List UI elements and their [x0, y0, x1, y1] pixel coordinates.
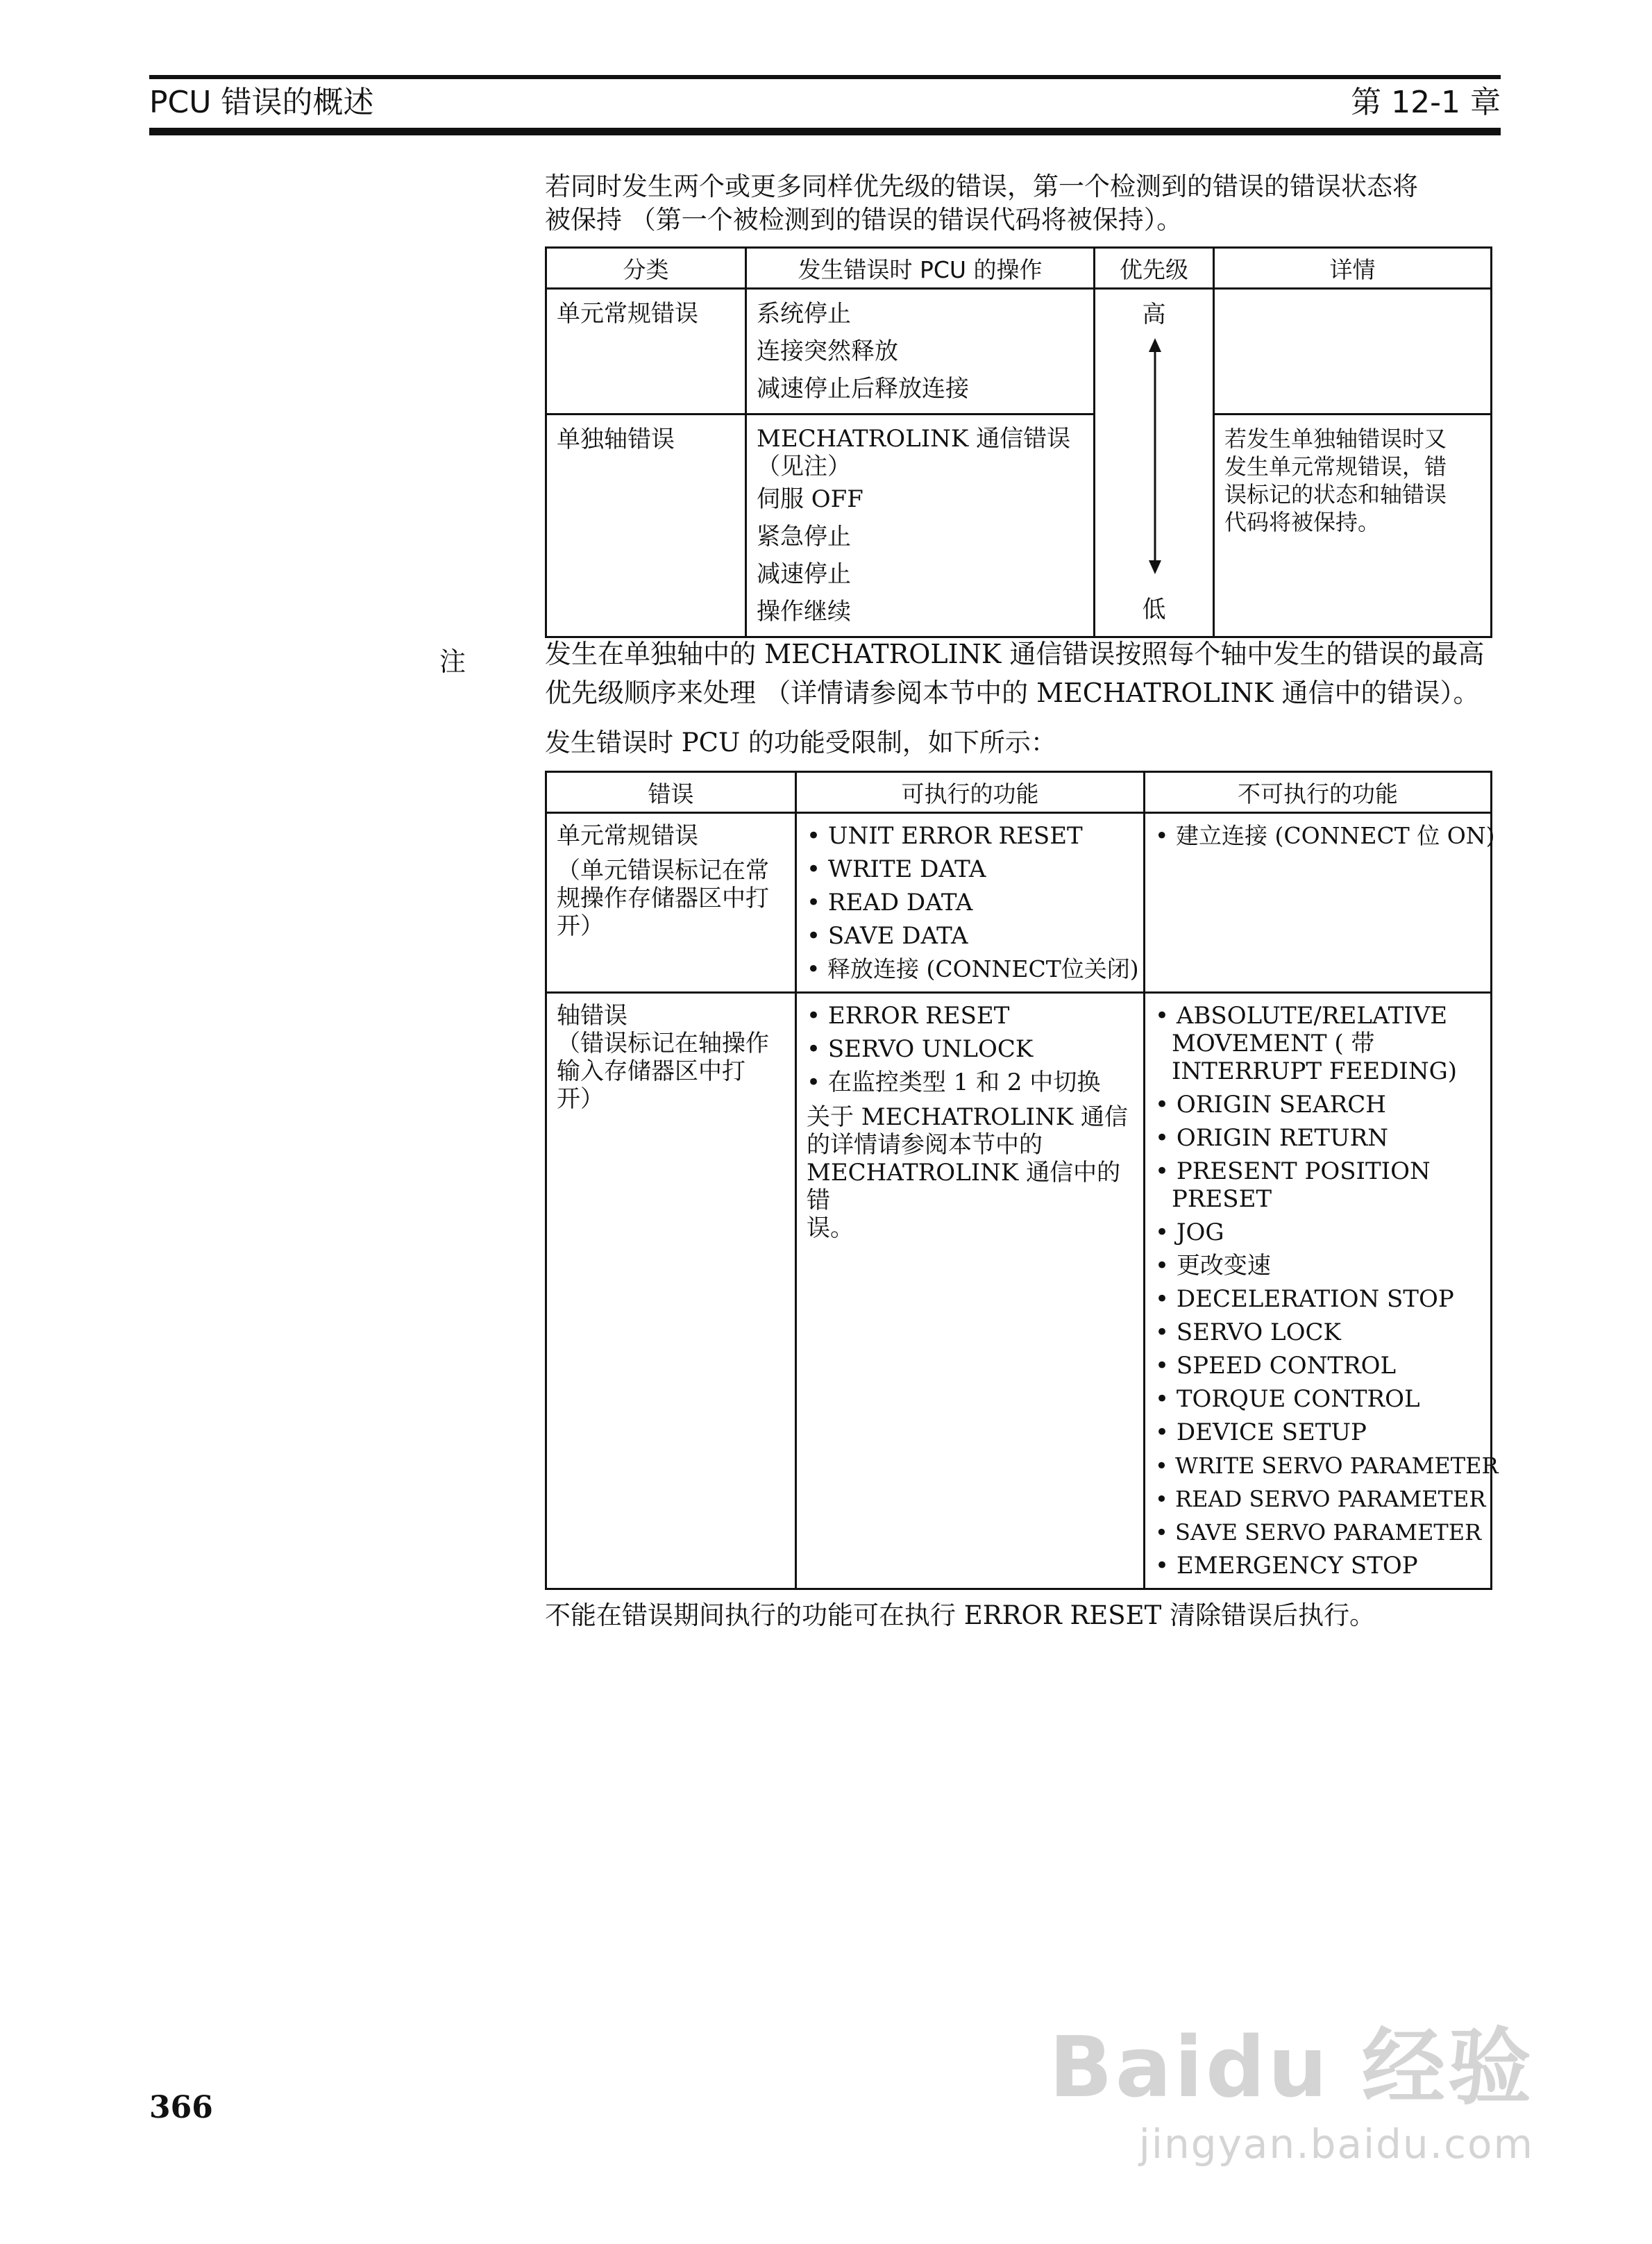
function-item: • ERROR RESET: [807, 1002, 1010, 1030]
function-item: • SPEED CONTROL: [1155, 1352, 1397, 1380]
table-row: [546, 993, 1492, 1589]
function-item: • UNIT ERROR RESET: [807, 822, 1083, 850]
function-item: • ORIGIN RETURN: [1155, 1124, 1389, 1152]
col-header: 详情: [1214, 248, 1492, 289]
function-item: • PRESENT POSITION PRESET: [1155, 1157, 1431, 1213]
col-header: 分类: [546, 248, 746, 289]
function-item: • WRITE SERVO PARAMETER: [1155, 1452, 1499, 1479]
section-title: PCU 错误的概述: [149, 85, 374, 120]
priority-low: 低: [1142, 596, 1166, 623]
col-header: 优先级: [1095, 248, 1214, 289]
error-desc: 规操作存储器区中打: [557, 885, 769, 912]
table-row: [546, 813, 1492, 993]
function-item: • ORIGIN SEARCH: [1155, 1091, 1386, 1119]
note-paragraph: [545, 635, 1484, 712]
col-header: 发生错误时 PCU 的操作: [746, 248, 1095, 289]
function-restriction-table: [545, 771, 1499, 1590]
category-cell: 单独轴错误: [557, 426, 675, 453]
function-item: • TORQUE CONTROL: [1155, 1385, 1420, 1413]
function-item: • 建立连接 (CONNECT 位 ON): [1155, 822, 1495, 849]
operation-item: 伺服 OFF: [757, 485, 863, 513]
function-item: • DECELERATION STOP: [1155, 1285, 1454, 1313]
function-item: • READ SERVO PARAMETER: [1155, 1486, 1486, 1512]
note-line: 优先级顺序来处理 （详情请参阅本节中的 MECHATROLINK 通信中的错误）。: [545, 678, 1480, 708]
detail-line: 代码将被保持。: [1224, 509, 1381, 535]
operation-item: 减速停止: [757, 560, 851, 588]
error-desc: 开）: [557, 1085, 604, 1113]
function-item: • SERVO LOCK: [1155, 1318, 1341, 1346]
error-desc: 开）: [557, 912, 604, 940]
error-desc: （错误标记在轴操作: [557, 1030, 769, 1057]
table-header-row: [546, 248, 1492, 289]
note-label: 注: [439, 646, 466, 677]
error-type: 轴错误: [557, 1002, 627, 1030]
header-rule-top: [149, 75, 1501, 79]
function-note: 关于 MECHATROLINK 通信 的详情请参阅本节中的 MECHATROLINK 通信中的错 误。: [807, 1103, 1128, 1242]
detail-line: 若发生单独轴错误时又: [1224, 426, 1447, 452]
table-row: [546, 415, 1492, 637]
operation-item: 减速停止后释放连接: [757, 375, 969, 403]
error-desc: 输入存储器区中打: [557, 1057, 745, 1085]
function-item: • WRITE DATA: [807, 855, 986, 883]
col-header: 不可执行的功能: [1145, 772, 1492, 813]
detail-line: 误标记的状态和轴错误: [1224, 481, 1447, 508]
priority-high: 高: [1142, 301, 1166, 328]
function-item: • ABSOLUTE/RELATIVE MOVEMENT ( 带 INTERRUPT FEEDING): [1155, 1002, 1457, 1085]
footer-paragraph: 不能在错误期间执行的功能可在执行 ERROR RESET 清除错误后执行。: [545, 1600, 1376, 1630]
col-header: 可执行的功能: [796, 772, 1145, 813]
operation-item: 系统停止: [757, 300, 851, 328]
baidu-watermark: [1049, 2001, 1534, 2168]
function-item: • JOG: [1155, 1219, 1224, 1246]
table-row: [546, 289, 1492, 415]
error-type: 单元常规错误: [557, 822, 698, 850]
priority-table: [545, 246, 1492, 638]
category-cell: 单元常规错误: [557, 300, 698, 328]
operation-item: （见注）: [757, 453, 851, 480]
header-rule-bottom: [149, 128, 1501, 135]
chapter-label: 第 12-1 章: [1351, 85, 1501, 120]
intro-line: 被保持 （第一个被检测到的错误的错误代码将被保持）。: [545, 205, 1183, 235]
operation-item: 连接突然释放: [757, 337, 898, 365]
function-item: • SAVE SERVO PARAMETER: [1155, 1519, 1482, 1546]
watermark-logo: Baidu 经验: [1049, 2020, 1534, 2116]
operation-item: 紧急停止: [757, 523, 851, 551]
detail-line: 发生单元常规错误，错: [1224, 453, 1447, 480]
error-desc: （单元错误标记在常: [557, 857, 769, 885]
page-number: 366: [149, 2090, 213, 2125]
operation-item: 操作继续: [757, 598, 851, 626]
function-item: • 释放连接 (CONNECT位关闭): [807, 955, 1139, 982]
intro-paragraph: [545, 170, 1418, 237]
function-item: • DEVICE SETUP: [1155, 1418, 1367, 1446]
function-item: • SAVE DATA: [807, 922, 968, 950]
note-line: 发生在单独轴中的 MECHATROLINK 通信错误按照每个轴中发生的错误的最高: [545, 639, 1485, 669]
function-item: • READ DATA: [807, 889, 973, 916]
table-header-row: [546, 772, 1492, 813]
intro-line: 若同时发生两个或更多同样优先级的错误，第一个检测到的错误的错误状态将: [545, 171, 1418, 201]
restriction-intro: 发生错误时 PCU 的功能受限制，如下所示：: [545, 728, 1056, 757]
function-item: • 更改变速: [1155, 1252, 1271, 1280]
function-item: • 在监控类型 1 和 2 中切换: [807, 1069, 1101, 1096]
function-item: • EMERGENCY STOP: [1155, 1552, 1418, 1580]
priority-double-arrow-icon: [1138, 338, 1172, 574]
watermark-url: jingyan.baidu.com: [1138, 2120, 1534, 2168]
function-item: • SERVO UNLOCK: [807, 1035, 1034, 1063]
col-header: 错误: [546, 772, 796, 813]
operation-item: MECHATROLINK 通信错误: [757, 425, 1071, 453]
priority-cell: [1095, 289, 1214, 637]
